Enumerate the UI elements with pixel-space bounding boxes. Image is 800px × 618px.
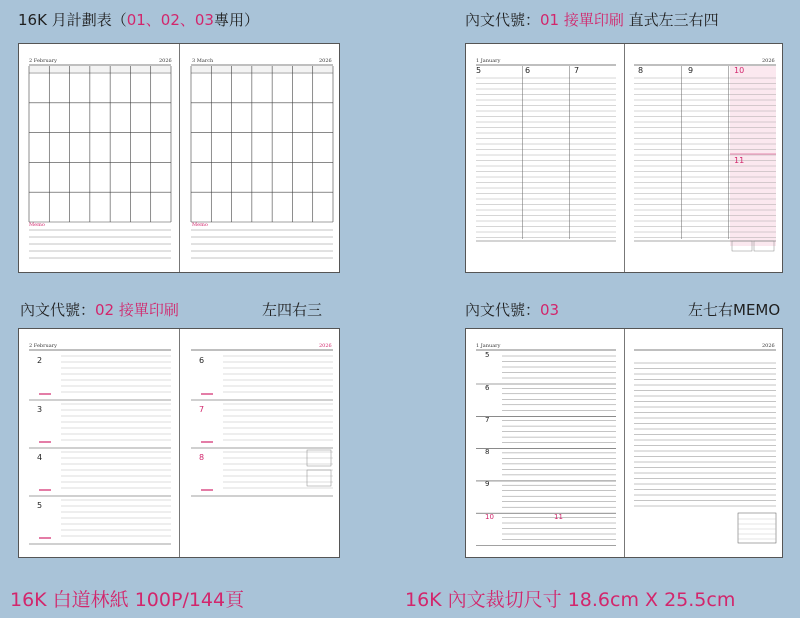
label-code-03: 內文代號：03: [465, 301, 560, 319]
monthly-planner-spread: [18, 43, 340, 273]
wr-day-4: 4: [37, 453, 43, 462]
wr-day-3: 3: [37, 405, 43, 414]
weekly-rows-spread: [18, 328, 340, 558]
wv-day-8: 8: [638, 66, 644, 75]
dl-day-11: 11: [554, 513, 563, 521]
label-layout-03: 左七右MEMO: [688, 301, 781, 319]
label-code-02: 內文代號：02 接單印刷: [20, 301, 179, 319]
weekly-rows-drawing: [19, 329, 341, 559]
wv-day-5: 5: [476, 66, 482, 75]
wv-day-10: 10: [734, 66, 745, 75]
monthly-left-title: 2 February: [29, 58, 57, 64]
weekly-rows-year: 2026: [319, 343, 332, 349]
daily-list-drawing: [466, 329, 784, 559]
wr-day-6: 6: [199, 356, 205, 365]
monthly-right-title: 3 March: [192, 58, 214, 64]
weekly-vertical-spread: [465, 43, 783, 273]
label-code-01: 內文代號：01 接單印刷 直式左三右四: [465, 11, 719, 29]
wv-day-9: 9: [688, 66, 694, 75]
wr-day-2: 2: [37, 356, 43, 365]
monthly-grid-drawing: [19, 44, 341, 274]
trim-size-spec: 16K 內文裁切尺寸 18.6cm X 25.5cm: [405, 589, 736, 611]
wr-day-7: 7: [199, 405, 205, 414]
monthly-right-memo: Memo: [192, 222, 208, 228]
dl-day-5: 5: [485, 351, 490, 359]
dl-day-10: 10: [485, 513, 494, 521]
daily-list-title: 1 January: [476, 343, 501, 349]
monthly-left-memo: Memo: [29, 222, 45, 228]
dl-day-6: 6: [485, 384, 490, 392]
monthly-right-year: 2026: [319, 58, 332, 64]
wv-day-7: 7: [574, 66, 580, 75]
wr-day-5: 5: [37, 501, 43, 510]
weekly-vertical-year: 2026: [762, 58, 775, 64]
weekly-rows-title: 2 February: [29, 343, 57, 349]
dl-day-9: 9: [485, 480, 490, 488]
dl-day-7: 7: [485, 416, 490, 424]
dl-day-8: 8: [485, 448, 490, 456]
weekly-vertical-title: 1 January: [476, 58, 501, 64]
label-monthly: 16K 月計劃表（01、02、03專用）: [18, 11, 259, 29]
daily-list-memo-spread: [465, 328, 783, 558]
daily-list-year: 2026: [762, 343, 775, 349]
wv-day-6: 6: [525, 66, 531, 75]
wv-day-11: 11: [734, 156, 745, 165]
label-layout-02: 左四右三: [262, 301, 323, 319]
wr-day-8: 8: [199, 453, 205, 462]
paper-spec: 16K 白道林紙 100P/144頁: [10, 589, 245, 611]
monthly-left-year: 2026: [159, 58, 172, 64]
